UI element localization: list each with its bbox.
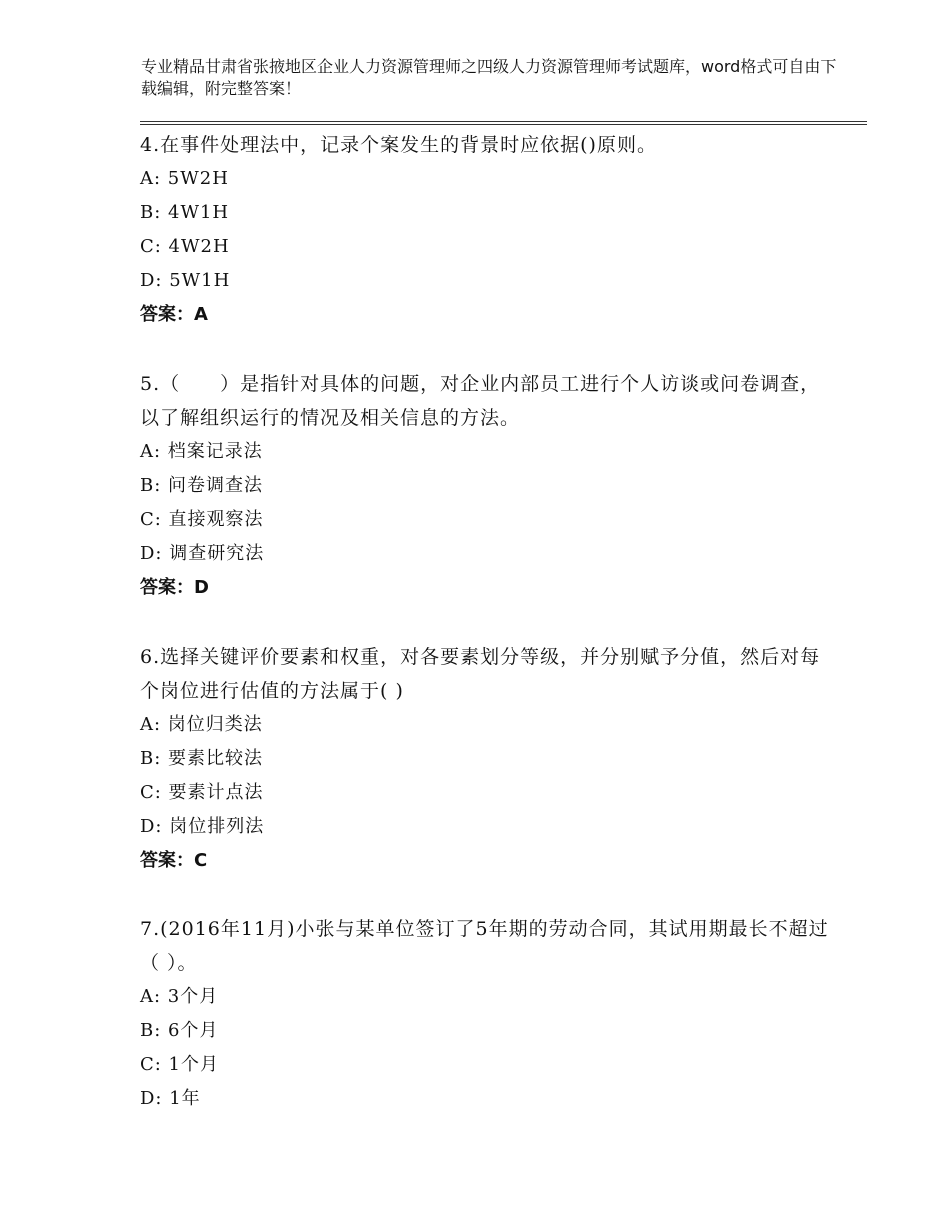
answer: 答案：D <box>140 577 209 598</box>
question-stem: 5.（ ）是指针对具体的问题，对企业内部员工进行个人访谈或问卷调查，以了解组织运行的情况及相关信息的方法。 <box>140 373 821 429</box>
option-d: D: 岗位排列法 <box>140 816 265 837</box>
option-a: A: 岗位归类法 <box>140 714 263 735</box>
option-b: B: 6个月 <box>140 1020 219 1041</box>
option-d: D: 5W1H <box>140 270 231 291</box>
option-a: A: 档案记录法 <box>140 441 263 462</box>
option-b: B: 要素比较法 <box>140 748 264 769</box>
question-6 <box>140 640 830 878</box>
option-c: C: 要素计点法 <box>140 782 264 803</box>
document-header: 专业精品甘肃省张掖地区企业人力资源管理师之四级人力资源管理师考试题库，word格式可自由下载编辑，附完整答案！ <box>141 57 837 98</box>
option-a: A: 5W2H <box>140 168 229 189</box>
question-stem: 6.选择关键评价要素和权重，对各要素划分等级，并分别赋予分值，然后对每个岗位进行估值的方法属于( ) <box>140 646 821 702</box>
question-7 <box>140 912 830 1116</box>
answer: 答案：C <box>140 850 208 871</box>
option-c: C: 4W2H <box>140 236 230 257</box>
option-b: B: 4W1H <box>140 202 230 223</box>
option-d: D: 调查研究法 <box>140 543 265 564</box>
question-stem: 4.在事件处理法中，记录个案发生的背景时应依据()原则。 <box>140 134 657 156</box>
option-c: C: 直接观察法 <box>140 509 264 530</box>
question-5 <box>140 367 830 605</box>
question-4 <box>140 128 830 332</box>
option-d: D: 1年 <box>140 1088 201 1109</box>
header-rule-bottom <box>140 124 867 125</box>
option-c: C: 1个月 <box>140 1054 220 1075</box>
question-stem: 7.(2016年11月)小张与某单位签订了5年期的劳动合同，其试用期最长不超过（ ）。 <box>140 918 829 974</box>
option-a: A: 3个月 <box>140 986 219 1007</box>
option-b: B: 问卷调查法 <box>140 475 264 496</box>
answer: 答案：A <box>140 304 208 325</box>
header-rule-top <box>140 121 867 122</box>
